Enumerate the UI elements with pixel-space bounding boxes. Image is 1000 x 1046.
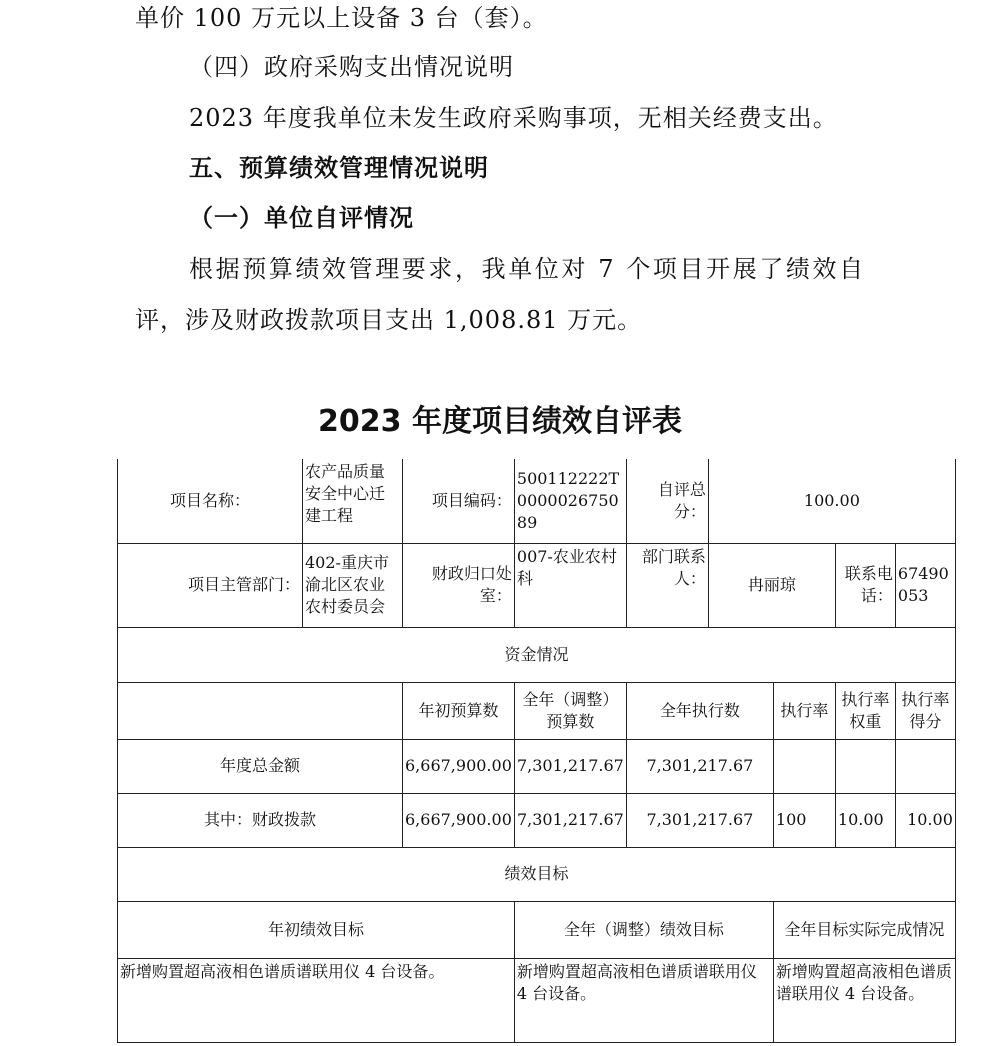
heading-self-evaluation: （一）单位自评情况 bbox=[189, 204, 414, 232]
project-code-value: 500112222T000002675089 bbox=[514, 459, 626, 543]
row-fiscal-rate: 100 bbox=[773, 793, 835, 847]
table-title: 2023 年度项目绩效自评表 bbox=[318, 404, 682, 439]
goal-adjusted-text: 新增购置超高液相色谱质谱联用仪 4 台设备。 bbox=[514, 958, 773, 1042]
heading-section-five: 五、预算绩效管理情况说明 bbox=[189, 154, 489, 182]
table-row bbox=[118, 627, 956, 682]
row-total-score bbox=[895, 739, 955, 793]
row-fiscal-executed: 7,301,217.67 bbox=[626, 793, 773, 847]
row-total-weight bbox=[835, 739, 895, 793]
project-evaluation-table bbox=[117, 459, 956, 1043]
funds-section-header: 资金情况 bbox=[118, 627, 956, 682]
table-row bbox=[118, 847, 956, 901]
goal-actual-text: 新增购置超高液相色谱质谱联用仪 4 台设备。 bbox=[773, 958, 955, 1042]
row-total-adjusted: 7,301,217.67 bbox=[514, 739, 626, 793]
phone-value: 67490053 bbox=[895, 543, 955, 627]
table-row bbox=[118, 958, 956, 1042]
header-adjusted-goal: 全年（调整）绩效目标 bbox=[514, 901, 773, 958]
header-annual-execution: 全年执行数 bbox=[626, 682, 773, 739]
goal-initial-text: 新增购置超高液相色谱质谱联用仪 4 台设备。 bbox=[118, 958, 515, 1042]
paragraph-self-evaluation-line1: 根据预算绩效管理要求，我单位对 7 个项目开展了绩效自 bbox=[189, 255, 866, 283]
row-fiscal-weight: 10.00 bbox=[835, 793, 895, 847]
finance-office-label: 财政归口处室： bbox=[403, 543, 515, 627]
table-row bbox=[118, 793, 956, 847]
header-rate-score: 执行率得分 bbox=[895, 682, 955, 739]
row-fiscal-adjusted: 7,301,217.67 bbox=[514, 793, 626, 847]
table-row bbox=[118, 543, 956, 627]
finance-office-value: 007-农业农村科 bbox=[514, 543, 626, 627]
self-score-value: 100.00 bbox=[708, 459, 955, 543]
paragraph-equipment-count: 单价 100 万元以上设备 3 台（套）。 bbox=[135, 4, 548, 32]
department-value: 402-重庆市渝北区农业农村委员会 bbox=[303, 543, 403, 627]
header-actual-completion: 全年目标实际完成情况 bbox=[773, 901, 955, 958]
phone-label: 联系电话： bbox=[835, 543, 895, 627]
header-initial-goal: 年初绩效目标 bbox=[118, 901, 515, 958]
project-code-label: 项目编码： bbox=[403, 459, 515, 543]
header-execution-rate: 执行率 bbox=[773, 682, 835, 739]
table-row bbox=[118, 682, 956, 739]
row-total-label: 年度总金额 bbox=[118, 739, 403, 793]
table-row bbox=[118, 739, 956, 793]
header-adjusted-budget: 全年（调整）预算数 bbox=[514, 682, 626, 739]
row-fiscal-score: 10.00 bbox=[895, 793, 955, 847]
row-total-initial: 6,667,900.00 bbox=[403, 739, 515, 793]
heading-procurement: （四）政府采购支出情况说明 bbox=[189, 53, 514, 81]
contact-value: 冉丽琼 bbox=[708, 543, 835, 627]
row-fiscal-initial: 6,667,900.00 bbox=[403, 793, 515, 847]
paragraph-procurement: 2023 年度我单位未发生政府采购事项，无相关经费支出。 bbox=[189, 104, 838, 132]
self-score-label: 自评总分： bbox=[626, 459, 708, 543]
project-name-value: 农产品质量安全中心迁建工程 bbox=[303, 459, 403, 543]
row-total-executed: 7,301,217.67 bbox=[626, 739, 773, 793]
department-label: 项目主管部门： bbox=[118, 543, 303, 627]
table-row bbox=[118, 459, 956, 543]
header-rate-weight: 执行率权重 bbox=[835, 682, 895, 739]
row-total-rate bbox=[773, 739, 835, 793]
contact-label: 部门联系人： bbox=[626, 543, 708, 627]
header-initial-budget: 年初预算数 bbox=[403, 682, 515, 739]
row-fiscal-label: 其中：财政拨款 bbox=[118, 793, 403, 847]
goals-section-header: 绩效目标 bbox=[118, 847, 956, 901]
table-row bbox=[118, 901, 956, 958]
funds-header-blank bbox=[118, 682, 403, 739]
paragraph-self-evaluation-line2: 评，涉及财政拨款项目支出 1,008.81 万元。 bbox=[135, 306, 643, 334]
project-name-label: 项目名称： bbox=[118, 459, 303, 543]
